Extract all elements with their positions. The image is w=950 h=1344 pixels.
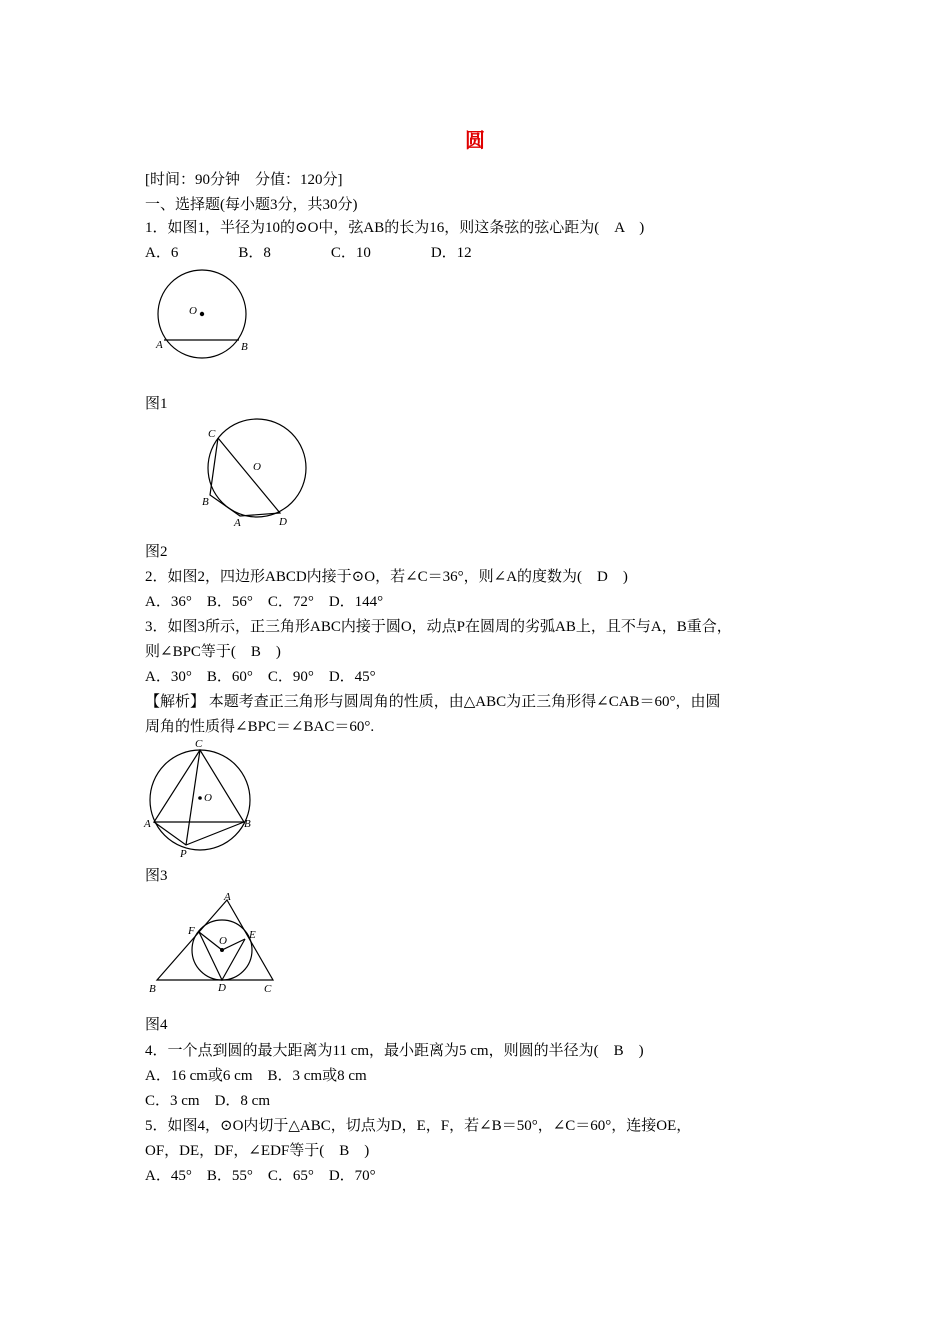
label-b: B — [244, 818, 251, 830]
question-5-stem-line-2: OF，DE，DF，∠EDF等于( B ) — [145, 1143, 370, 1159]
label-o: O — [219, 935, 227, 947]
exam-meta: [时间：90分钟 分值：120分] — [145, 172, 343, 188]
question-3-stem-line-1: 3．如图3所示，正三角形ABC内接于圆O，动点P在圆周的劣弧AB上，且不与A，B重合， — [145, 619, 732, 635]
label-a: A — [144, 818, 151, 830]
figure-2-inscribed-quadrilateral — [198, 415, 313, 530]
circle — [150, 750, 250, 850]
question-4-stem: 4．一个点到圆的最大距离为11 cm，最小距离为5 cm，则圆的半径为( B ) — [145, 1043, 644, 1059]
label-p: P — [180, 848, 187, 860]
question-3-analysis-line-2: 周角的性质得∠BPC＝∠BAC＝60°. — [145, 719, 375, 735]
quadrilateral-abcd — [210, 438, 280, 516]
label-c: C — [195, 738, 203, 750]
label-a: A — [224, 891, 231, 903]
label-b: B — [241, 341, 248, 353]
label-a: A — [234, 517, 241, 529]
page-title: 圆 — [465, 130, 485, 152]
label-o: O — [204, 792, 212, 804]
label-a: A — [156, 339, 163, 351]
segments-ap-pb — [154, 822, 244, 845]
label-d: D — [279, 516, 287, 528]
figure-4-incircle-triangle — [145, 888, 280, 998]
label-c: C — [208, 428, 216, 440]
figure-2-caption: 图2 — [145, 544, 168, 560]
question-1-stem: 1．如图1，半径为10的⊙O中，弦AB的长为16，则这条弦的弦心距为( A ) — [145, 220, 645, 236]
figure-3-inscribed-triangle — [140, 733, 260, 863]
question-3-stem-line-2: 则∠BPC等于( B ) — [145, 644, 281, 660]
label-d: D — [218, 982, 226, 994]
question-3-options: A．30° B．60° C．90° D．45° — [145, 669, 376, 685]
figure-3-caption: 图3 — [145, 868, 168, 884]
label-f: F — [188, 925, 195, 937]
section-heading: 一、选择题(每小题3分，共30分) — [145, 197, 358, 213]
label-b: B — [202, 496, 209, 508]
figure-1-caption: 图1 — [145, 396, 168, 412]
question-4-options-line-1: A．16 cm或6 cm B．3 cm或8 cm — [145, 1068, 367, 1084]
question-1-options: A．6 B．8 C．10 D．12 — [145, 245, 472, 261]
label-o: O — [189, 305, 197, 317]
figure-4-caption: 图4 — [145, 1017, 168, 1033]
label-e: E — [249, 929, 256, 941]
center-point-icon — [220, 948, 224, 952]
question-3-analysis-line-1: 【解析】 本题考查正三角形与圆周角的性质，由△ABC为正三角形得∠CAB＝60°，由圆 — [145, 694, 721, 710]
question-4-options-line-2: C．3 cm D．8 cm — [145, 1093, 270, 1109]
question-5-options: A．45° B．55° C．65° D．70° — [145, 1168, 376, 1184]
question-5-stem-line-1: 5．如图4，⊙O内切于△ABC，切点为D，E，F，若∠B＝50°，∠C＝60°，连接OE， — [145, 1118, 692, 1134]
figure-1-circle-chord — [148, 265, 258, 360]
center-point-icon — [200, 312, 204, 316]
segment-cp — [186, 750, 200, 845]
question-2-options: A．36° B．56° C．72° D．144° — [145, 594, 384, 610]
center-point-icon — [198, 796, 202, 800]
question-2-stem: 2．如图2，四边形ABCD内接于⊙O，若∠C＝36°，则∠A的度数为( D ) — [145, 569, 628, 585]
label-b: B — [149, 983, 156, 995]
label-c: C — [264, 983, 272, 995]
label-o: O — [253, 461, 261, 473]
